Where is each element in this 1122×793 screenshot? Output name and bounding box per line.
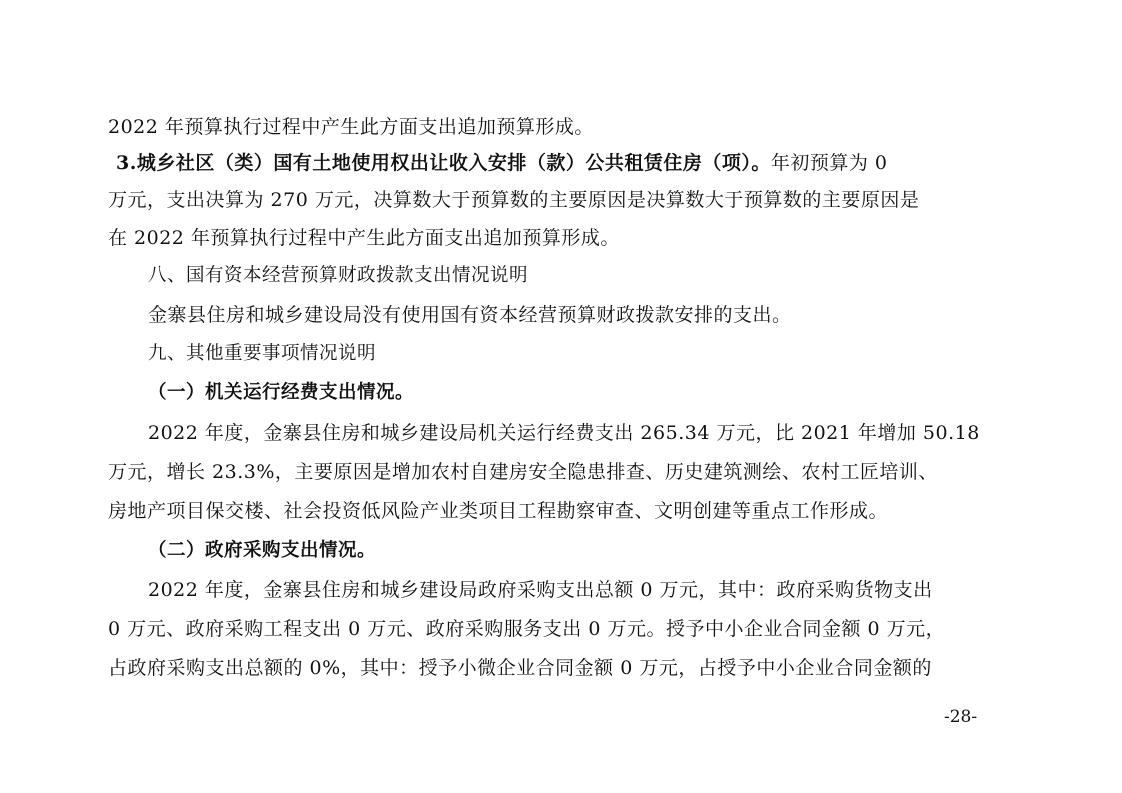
item-3-text: 年初预算为 0	[770, 152, 888, 174]
paragraph-line: 在 2022 年预算执行过程中产生此方面支出追加预算形成。	[108, 227, 620, 249]
paragraph-line: 房地产项目保交楼、社会投资低风险产业类项目工程勘察审查、文明创建等重点工作形成。	[108, 500, 889, 522]
paragraph-line: 2022 年度，金寨县住房和城乡建设局机关运行经费支出 265.34 万元，比 2021 年增加 50.18	[148, 422, 980, 444]
section-heading-8: 八、国有资本经营预算财政拨款支出情况说明	[148, 265, 529, 286]
subsection-heading-2: （二）政府采购支出情况。	[148, 540, 377, 561]
section-heading-9: 九、其他重要事项情况说明	[148, 343, 377, 364]
paragraph-line: 2022 年预算执行过程中产生此方面支出追加预算形成。	[108, 116, 594, 138]
item-3-title: 3.城乡社区（类）国有土地使用权出让收入安排（款）公共租赁住房（项）。	[116, 152, 771, 174]
page-number: -28-	[944, 707, 978, 727]
paragraph-line: 0 万元、政府采购工程支出 0 万元、政府采购服务支出 0 万元。授予中小企业合同金额 0 万元，	[108, 618, 946, 640]
paragraph-line: 万元，增长 23.3%，主要原因是增加农村自建房安全隐患排查、历史建筑测绘、农村工匠培训、	[108, 461, 938, 483]
paragraph-line: 2022 年度，金寨县住房和城乡建设局政府采购支出总额 0 万元，其中：政府采购货物支出	[148, 579, 933, 601]
paragraph-line: 金寨县住房和城乡建设局没有使用国有资本经营预算财政拨款安排的支出。	[148, 304, 792, 326]
paragraph-line: 万元，支出决算为 270 万元，决算数大于预算数的主要原因是决算数大于预算数的主要原因是	[108, 189, 920, 211]
item-3-line	[116, 150, 887, 176]
subsection-heading-1: （一）机关运行经费支出情况。	[148, 382, 415, 403]
paragraph-line: 占政府采购支出总额的 0%，其中：授予小微企业合同金额 0 万元，占授予中小企业合同金额的	[108, 657, 932, 679]
